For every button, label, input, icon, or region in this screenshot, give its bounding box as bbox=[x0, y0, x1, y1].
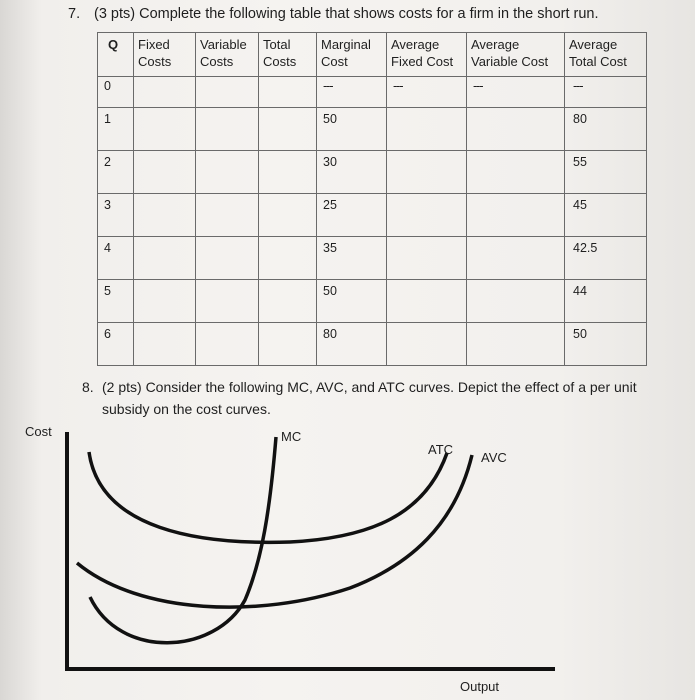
header-average-total-cost: Average Total Cost bbox=[565, 33, 647, 77]
avc-curve bbox=[77, 455, 472, 607]
cell-q: 1 bbox=[98, 108, 134, 151]
cell-q: 5 bbox=[98, 280, 134, 323]
cell-q: 2 bbox=[98, 151, 134, 194]
cell-average-total-cost: 80 bbox=[565, 108, 647, 151]
cell-average-total-cost: 45 bbox=[565, 194, 647, 237]
cell-marginal-cost: 80 bbox=[317, 323, 387, 366]
atc-label: ATC bbox=[428, 442, 454, 457]
question-7-number: 7. bbox=[68, 6, 81, 22]
mc-label: MC bbox=[281, 429, 302, 444]
question-8-line2: subsidy on the cost curves. bbox=[102, 401, 271, 417]
question-8-line1: (2 pts) Consider the following MC, AVC, and ATC curves. Depict the effect of a per unit bbox=[102, 379, 637, 395]
header-q: Q bbox=[98, 33, 134, 77]
x-axis-label: Output bbox=[460, 679, 500, 694]
header-variable-costs: Variable Costs bbox=[196, 33, 259, 77]
cell-average-total-cost: 42.5 bbox=[565, 237, 647, 280]
cell-q: 0 bbox=[98, 77, 134, 108]
header-average-fixed-cost: Average Fixed Cost bbox=[387, 33, 467, 77]
cell-marginal-cost: 30 bbox=[317, 151, 387, 194]
cell-marginal-cost: 35 bbox=[317, 237, 387, 280]
cell-marginal-cost: 25 bbox=[317, 194, 387, 237]
cell-q: 3 bbox=[98, 194, 134, 237]
cell-average-total-cost: 55 bbox=[565, 151, 647, 194]
cell-marginal-cost: 50 bbox=[317, 280, 387, 323]
cell-marginal-cost: --- bbox=[317, 77, 387, 108]
question-8-number: 8. bbox=[82, 379, 94, 395]
cell-average-total-cost: 44 bbox=[565, 280, 647, 323]
cell-average-total-cost: --- bbox=[565, 77, 647, 108]
cell-marginal-cost: 50 bbox=[317, 108, 387, 151]
cell-average-variable-cost: --- bbox=[467, 77, 565, 108]
mc-curve bbox=[90, 437, 276, 643]
header-average-variable-cost: Average Variable Cost bbox=[467, 33, 565, 77]
avc-label: AVC bbox=[481, 450, 507, 465]
cell-average-total-cost: 50 bbox=[565, 323, 647, 366]
header-fixed-costs: Fixed Costs bbox=[134, 33, 196, 77]
cell-q: 6 bbox=[98, 323, 134, 366]
cell-average-fixed-cost: --- bbox=[387, 77, 467, 108]
header-marginal-cost: Marginal Cost bbox=[317, 33, 387, 77]
header-total-costs: Total Costs bbox=[259, 33, 317, 77]
cell-q: 4 bbox=[98, 237, 134, 280]
y-axis-label: Cost bbox=[25, 424, 52, 439]
atc-curve bbox=[89, 452, 447, 542]
question-7-text: (3 pts) Complete the following table that shows costs for a firm in the short run. bbox=[94, 6, 599, 22]
